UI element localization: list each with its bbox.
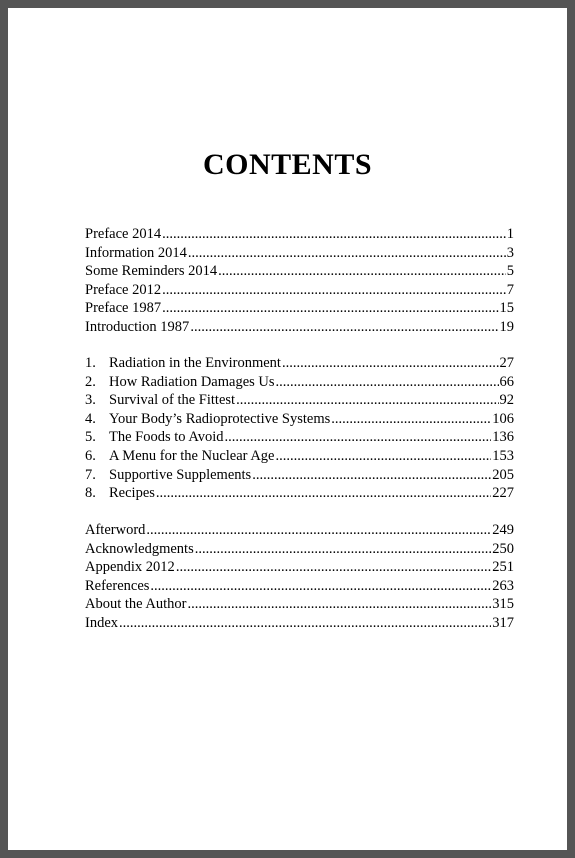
dot-leader	[225, 428, 492, 447]
dot-leader	[146, 521, 491, 540]
dot-leader	[150, 577, 491, 596]
toc-entry-page: 7	[506, 281, 514, 298]
back-matter-list	[85, 521, 514, 633]
toc-entry-page: 66	[499, 373, 514, 390]
toc-entry-page: 251	[492, 559, 514, 576]
dot-leader	[176, 558, 491, 577]
dot-leader	[162, 225, 506, 244]
toc-entry-label: Preface 2012	[85, 281, 162, 298]
toc-entry-label: Preface 1987	[85, 300, 162, 317]
toc-entry-page: 153	[492, 447, 514, 464]
toc-entry-label: A Menu for the Nuclear Age	[109, 447, 275, 464]
toc-entry-label: Supportive Supplements	[109, 466, 252, 483]
toc-entry-page: 227	[492, 485, 514, 502]
toc-entry-page: 19	[499, 318, 514, 335]
chapter-list	[85, 354, 514, 503]
chapter-number: 3.	[85, 392, 96, 409]
toc-entry-page: 5	[506, 263, 514, 280]
toc-entry	[85, 281, 514, 300]
toc-entry-label: Index	[85, 614, 119, 631]
toc-entry-label: Survival of the Fittest	[109, 392, 236, 409]
dot-leader	[156, 484, 491, 503]
toc-entry-label: About the Author	[85, 596, 187, 613]
toc-entry	[85, 540, 514, 559]
toc-entry-label: Afterword	[85, 522, 146, 538]
dot-leader	[252, 466, 491, 485]
dot-leader	[282, 354, 499, 373]
dot-leader	[162, 299, 498, 318]
toc-entry-page: 1	[506, 226, 514, 242]
front-matter-list	[85, 225, 514, 337]
toc-entry-label: Recipes	[109, 485, 155, 502]
dot-leader	[236, 391, 498, 410]
chapter-number: 7.	[85, 466, 96, 483]
dot-leader	[276, 447, 492, 466]
toc-entry	[85, 318, 514, 337]
toc-entry-label: The Foods to Avoid	[109, 429, 224, 446]
toc-entry-label: How Radiation Damages Us	[109, 373, 275, 390]
dot-leader	[218, 262, 506, 281]
toc-entry	[85, 225, 514, 244]
toc-entry-page: 263	[492, 577, 514, 594]
document-page	[8, 8, 567, 850]
toc-entry	[85, 614, 514, 633]
page-title: CONTENTS	[202, 148, 373, 181]
toc-chapter-entry	[85, 373, 514, 392]
toc-chapter-entry	[85, 410, 514, 429]
toc-entry-label: Information 2014	[85, 244, 187, 261]
dot-leader	[119, 614, 491, 633]
dot-leader	[162, 281, 506, 300]
toc-entry	[85, 299, 514, 318]
toc-entry-page: 27	[499, 355, 514, 371]
toc-entry-label: Appendix 2012	[85, 559, 175, 576]
chapter-number: 6.	[85, 447, 96, 464]
toc-entry-page: 92	[499, 392, 514, 409]
toc-chapter-entry	[85, 391, 514, 410]
toc-entry-page: 315	[492, 596, 514, 613]
toc-entry-page: 136	[492, 429, 514, 446]
dot-leader	[188, 244, 506, 263]
toc-entry	[85, 595, 514, 614]
toc-entry-page: 15	[499, 300, 514, 317]
toc-entry	[85, 558, 514, 577]
toc-entry	[85, 262, 514, 281]
dot-leader	[195, 540, 492, 559]
toc-entry-label: Some Reminders 2014	[85, 263, 218, 280]
toc-entry-page: 205	[492, 466, 514, 483]
toc-entry-page: 250	[492, 540, 514, 557]
toc-entry-label: Preface 2014	[85, 226, 162, 242]
toc-entry-page: 106	[492, 410, 514, 427]
toc-entry	[85, 521, 514, 540]
toc-entry-page: 249	[492, 522, 514, 538]
toc-entry-label: Acknowledgments	[85, 540, 194, 557]
dot-leader	[188, 595, 492, 614]
toc-entry	[85, 577, 514, 596]
toc-chapter-entry	[85, 354, 514, 373]
chapter-number: 2.	[85, 373, 96, 390]
chapter-number: 4.	[85, 410, 96, 427]
toc-entry-page: 3	[506, 244, 514, 261]
toc-entry-label: Your Body’s Radioprotective Systems	[109, 410, 331, 427]
toc-entry	[85, 244, 514, 263]
dot-leader	[331, 410, 491, 429]
toc-chapter-entry	[85, 484, 514, 503]
toc-entry-label: References	[85, 577, 150, 594]
toc-chapter-entry	[85, 447, 514, 466]
dot-leader	[276, 373, 499, 392]
toc-chapter-entry	[85, 466, 514, 485]
chapter-number: 8.	[85, 485, 96, 502]
chapter-number: 1.	[85, 355, 96, 371]
toc-entry-label: Radiation in the Environment	[109, 355, 281, 371]
toc-entry-label: Introduction 1987	[85, 318, 190, 335]
toc-chapter-entry	[85, 428, 514, 447]
chapter-number: 5.	[85, 429, 96, 446]
dot-leader	[190, 318, 498, 337]
toc-entry-page: 317	[492, 614, 514, 631]
